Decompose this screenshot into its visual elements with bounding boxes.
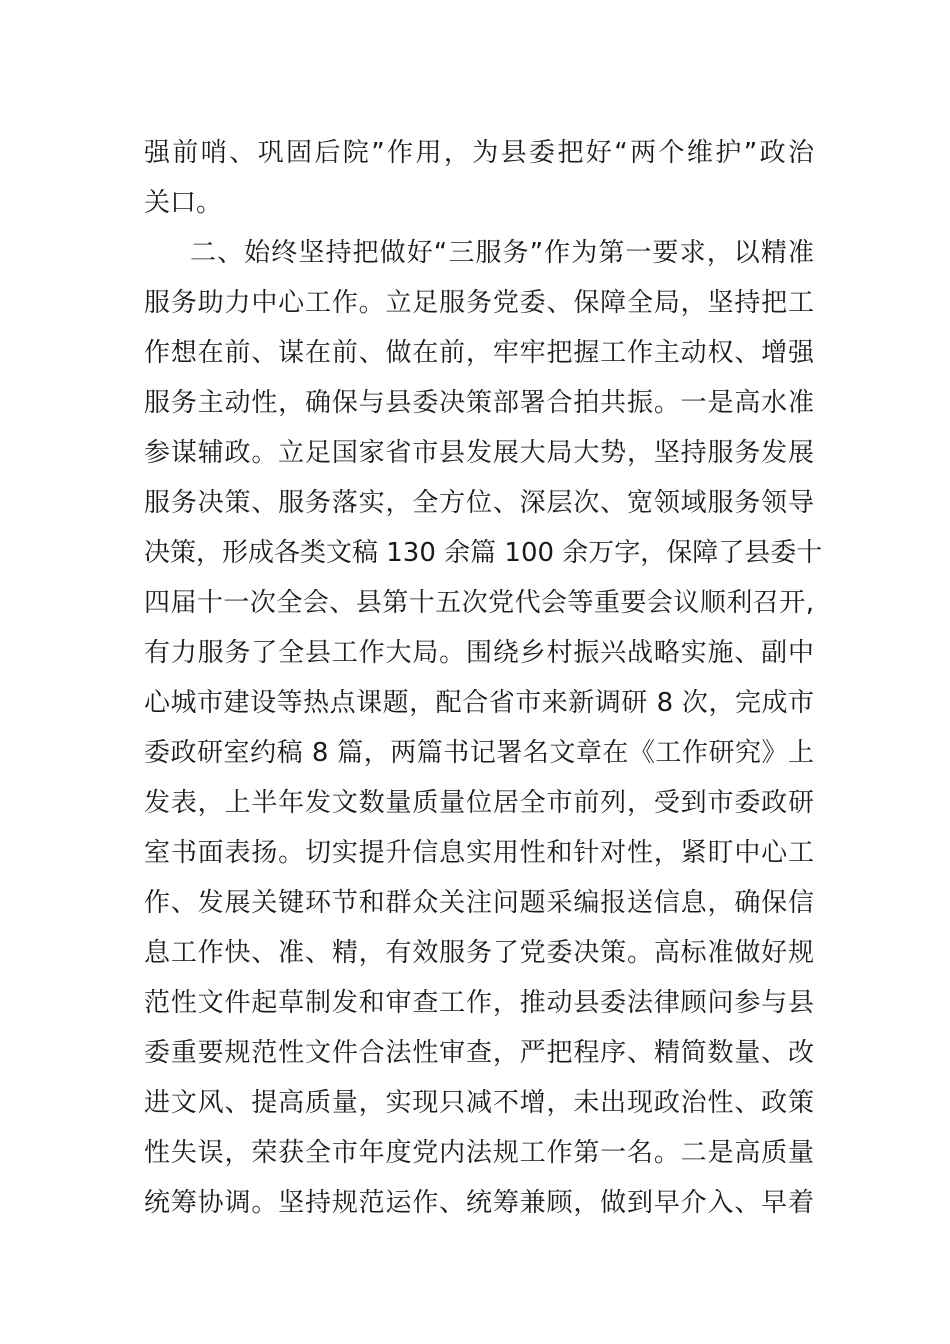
text-line: 室书面表扬。切实提升信息实用性和针对性，紧盯中心工 [144,838,814,868]
text-line: 心城市建设等热点课题，配合省市来新调研 8 次，完成市 [144,688,814,718]
text-line: 决策，形成各类文稿 130 余篇 100 余万字，保障了县委十 [144,538,823,568]
text-line: 四届十一次全会、县第十五次党代会等重要会议顺利召开, [144,588,814,618]
text-line: 关口。 [144,188,223,218]
text-line: 服务主动性，确保与县委决策部署合拍共振。一是高水准 [144,388,814,418]
text-line: 服务决策、服务落实，全方位、深层次、宽领域服务领导 [144,488,814,518]
text-line: 作、发展关键环节和群众关注问题采编报送信息，确保信 [144,888,814,918]
text-line: 统筹协调。坚持规范运作、统筹兼顾，做到早介入、早着 [144,1188,814,1218]
text-line: 参谋辅政。立足国家省市县发展大局大势，坚持服务发展 [144,438,814,468]
text-line: 进文风、提高质量，实现只减不增，未出现政治性、政策 [144,1088,814,1118]
text-line: 发表，上半年发文数量质量位居全市前列，受到市委政研 [144,788,814,818]
text-line: 范性文件起草制发和审查工作，推动县委法律顾问参与县 [144,988,814,1018]
text-line: 委政研室约稿 8 篇，两篇书记署名文章在《工作研究》上 [144,738,814,768]
paragraph-first-line: 二、始终坚持把做好“三服务”作为第一要求，以精准 [190,238,814,268]
text-line: 性失误，荣获全市年度党内法规工作第一名。二是高质量 [144,1138,814,1168]
text-line: 作想在前、谋在前、做在前，牢牢把握工作主动权、增强 [144,338,814,368]
text-line: 息工作快、准、精，有效服务了党委决策。高标准做好规 [144,938,814,968]
text-line: 强前哨、巩固后院”作用，为县委把好“两个维护”政治 [144,138,814,168]
text-line: 服务助力中心工作。立足服务党委、保障全局，坚持把工 [144,288,814,318]
text-line: 委重要规范性文件合法性审查，严把程序、精简数量、改 [144,1038,814,1068]
text-line: 有力服务了全县工作大局。围绕乡村振兴战略实施、副中 [144,638,814,668]
